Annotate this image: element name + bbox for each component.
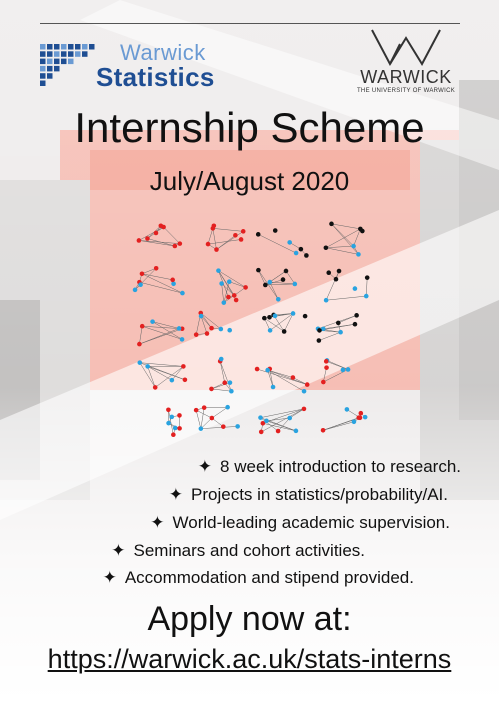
page-title: Internship Scheme (74, 104, 425, 151)
network-graphs-icon (130, 218, 375, 443)
bullet-item-2: ✦ Projects in statistics/probability/AI. (168, 485, 448, 504)
apply-heading: Apply now at: (147, 600, 352, 638)
apply-link[interactable]: https://warwick.ac.uk/stats-interns (47, 644, 452, 674)
statistics-grid-icon (40, 44, 96, 88)
bullet-star-icon: ✦ (150, 513, 165, 532)
university-subtitle: THE UNIVERSITY OF WARWICK (356, 88, 456, 94)
stats-logo-line2: Statistics (96, 62, 215, 92)
bullet-item-5: ✦ Accommodation and stipend provided. (102, 568, 414, 587)
warwick-statistics-logo (40, 42, 240, 90)
bullet-star-icon: ✦ (102, 568, 117, 587)
bullet-item-3: ✦ World-leading academic supervision. (150, 513, 450, 532)
stats-logo-line1: Warwick (120, 40, 206, 65)
bullet-star-icon: ✦ (168, 485, 184, 504)
bullet-star-icon: ✦ (197, 457, 213, 476)
bullet-item-4: ✦ Seminars and cohort activities. (111, 541, 365, 560)
university-of-warwick-logo (348, 28, 464, 100)
bullet-star-icon: ✦ (111, 541, 126, 560)
page-subtitle: July/August 2020 (149, 166, 350, 196)
university-name: WARWICK (360, 67, 452, 87)
bullet-item-1: ✦ 8 week introduction to research. (197, 457, 461, 476)
header-divider (40, 23, 460, 24)
warwick-w-icon (370, 28, 442, 66)
